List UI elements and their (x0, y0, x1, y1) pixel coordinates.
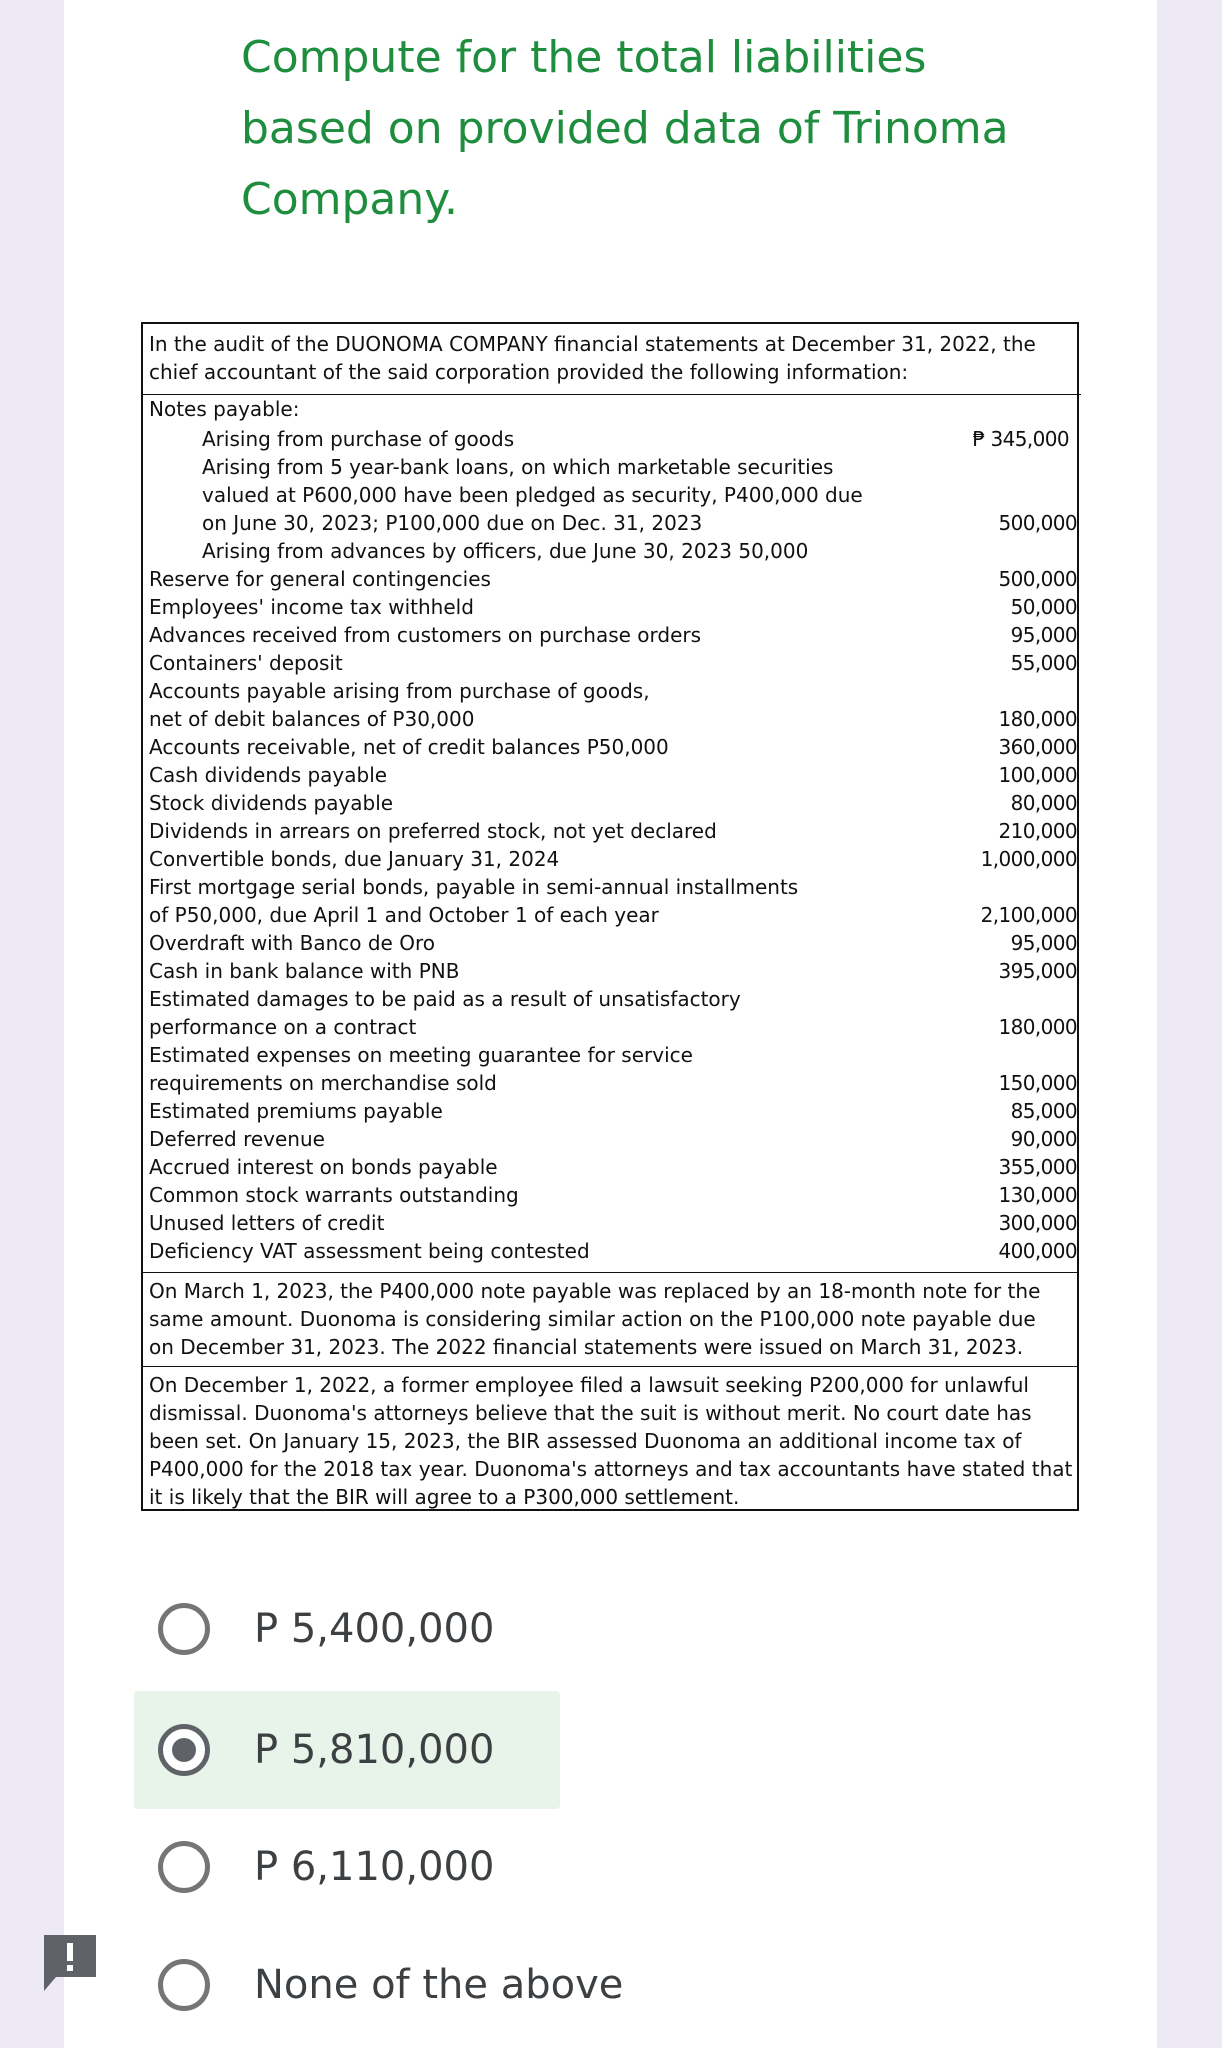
intro-line: In the audit of the DUONOMA COMPANY financial statements at December 31, 2022, the (149, 332, 1036, 356)
paragraph-line: On March 1, 2023, the P400,000 note payable was replaced by an 18-month note for the (149, 1279, 1041, 1303)
question-title-line: Compute for the total liabilities (241, 32, 927, 83)
option-b[interactable] (134, 1691, 560, 1809)
line-item-row (143, 929, 1081, 957)
line-item-amount: 355,000 (998, 1155, 1077, 1179)
line-item-label: Common stock warrants outstanding (149, 1183, 519, 1207)
option-c[interactable] (134, 1808, 560, 1926)
paragraph-line: same amount. Duonoma is considering similar action on the P100,000 note payable due (149, 1307, 1036, 1331)
line-item-row (143, 509, 1081, 537)
line-item-row (143, 453, 1081, 481)
paragraph-line: dismissal. Duonoma's attorneys believe that the suit is without merit. No court date has (149, 1401, 1032, 1425)
line-item-label: Overdraft with Banco de Oro (149, 931, 435, 955)
line-item-amount: ₱ 345,000 (972, 427, 1069, 451)
line-item-amount: 130,000 (998, 1183, 1077, 1207)
line-item-label: Arising from 5 year-bank loans, on which marketable securities (202, 455, 834, 479)
line-item-row (143, 1013, 1081, 1041)
line-item-row (143, 425, 1081, 453)
line-item-label: Accounts receivable, net of credit balances P50,000 (149, 735, 669, 759)
line-item-row (143, 901, 1081, 929)
line-item-amount: 95,000 (1010, 623, 1077, 647)
line-item-label: Estimated damages to be paid as a result of unsatisfactory (149, 987, 741, 1011)
line-item-label: Deferred revenue (149, 1127, 325, 1151)
option-label: None of the above (254, 1962, 624, 2008)
line-item-amount: 95,000 (1010, 931, 1077, 955)
line-item-amount: 360,000 (998, 735, 1077, 759)
line-item-row (143, 481, 1081, 509)
line-item-row (143, 1209, 1081, 1237)
line-item-label: performance on a contract (149, 1015, 417, 1039)
line-item-amount: 85,000 (1010, 1099, 1077, 1123)
line-item-amount: 90,000 (1010, 1127, 1077, 1151)
option-d[interactable] (134, 1926, 624, 2044)
line-item-amount: 50,000 (1010, 595, 1077, 619)
line-item-row (143, 705, 1081, 733)
line-item-label: requirements on merchandise sold (149, 1071, 497, 1095)
line-item-label: Dividends in arrears on preferred stock, not yet declared (149, 819, 717, 843)
line-item-row (143, 1069, 1081, 1097)
line-item-label: Accounts payable arising from purchase of goods, (149, 679, 650, 703)
radio-unchecked-icon[interactable] (158, 1959, 210, 2011)
line-item-amount: 80,000 (1010, 791, 1077, 815)
line-item-label: Arising from purchase of goods (202, 427, 515, 451)
line-item-label: on June 30, 2023; P100,000 due on Dec. 31, 2023 (202, 511, 703, 535)
line-item-label: Unused letters of credit (149, 1211, 385, 1235)
line-item-label: of P50,000, due April 1 and October 1 of each year (149, 903, 659, 927)
line-item-label: valued at P600,000 have been pledged as security, P400,000 due (202, 483, 863, 507)
radio-unchecked-icon[interactable] (158, 1603, 210, 1655)
radio-unchecked-icon[interactable] (158, 1841, 210, 1893)
line-items-list (143, 394, 1081, 1265)
line-item-amount: 2,100,000 (980, 903, 1077, 927)
line-item-row (143, 873, 1081, 901)
line-item-label: Estimated expenses on meeting guarantee for service (149, 1043, 693, 1067)
line-item-amount: 180,000 (998, 707, 1077, 731)
line-item-amount: 395,000 (998, 959, 1077, 983)
option-label: P 5,810,000 (254, 1727, 495, 1773)
line-item-row (143, 1237, 1081, 1265)
line-item-amount: 400,000 (998, 1239, 1077, 1263)
option-label: P 5,400,000 (254, 1606, 495, 1652)
line-item-amount: 210,000 (998, 819, 1077, 843)
exclamation-report-icon[interactable] (40, 1933, 100, 1995)
line-item-label: First mortgage serial bonds, payable in semi-annual installments (149, 875, 799, 899)
line-item-amount: 500,000 (998, 567, 1077, 591)
line-item-label: Cash in bank balance with PNB (149, 959, 460, 983)
line-item-row (143, 817, 1081, 845)
line-item-label: Containers' deposit (149, 651, 343, 675)
line-item-row (143, 1181, 1081, 1209)
line-item-label: Stock dividends payable (149, 791, 394, 815)
note-paragraph-contingencies (143, 1366, 1077, 1511)
line-item-label: net of debit balances of P30,000 (149, 707, 475, 731)
line-item-row (143, 649, 1081, 677)
option-label: P 6,110,000 (254, 1844, 495, 1890)
line-item-row (143, 957, 1081, 985)
line-item-row (143, 1153, 1081, 1181)
line-item-row (143, 1097, 1081, 1125)
line-item-label: Employees' income tax withheld (149, 595, 474, 619)
paragraph-line: On December 1, 2022, a former employee filed a lawsuit seeking P200,000 for unlawful (149, 1373, 1029, 1397)
question-title-line: Company. (241, 174, 459, 225)
line-item-row (143, 593, 1081, 621)
question-title (241, 22, 1061, 235)
line-item-label: Notes payable: (149, 397, 300, 421)
line-item-row (143, 1125, 1081, 1153)
line-item-row (143, 565, 1081, 593)
document-intro (149, 330, 1069, 386)
line-item-amount: 500,000 (998, 511, 1077, 535)
question-image-document (141, 322, 1079, 1511)
line-item-row (143, 677, 1081, 705)
radio-checked-icon[interactable] (158, 1724, 210, 1776)
line-item-amount: 1,000,000 (980, 847, 1077, 871)
line-item-amount: 150,000 (998, 1071, 1077, 1095)
line-item-amount: 100,000 (998, 763, 1077, 787)
paragraph-line: on December 31, 2023. The 2022 financial statements were issued on March 31, 2023. (149, 1335, 1024, 1359)
line-item-label: Convertible bonds, due January 31, 2024 (149, 847, 560, 871)
line-item-label: Reserve for general contingencies (149, 567, 491, 591)
line-item-row (143, 537, 1081, 565)
line-item-label: Cash dividends payable (149, 763, 388, 787)
question-title-line: based on provided data of Trinoma (241, 103, 1009, 154)
line-item-label: Accrued interest on bonds payable (149, 1155, 498, 1179)
line-item-row (143, 395, 1081, 425)
line-item-row (143, 733, 1081, 761)
option-a[interactable] (134, 1570, 560, 1688)
line-item-amount: 300,000 (998, 1211, 1077, 1235)
line-item-row (143, 985, 1081, 1013)
line-item-label: Arising from advances by officers, due June 30, 2023 50,000 (202, 539, 809, 563)
line-item-amount: 55,000 (1010, 651, 1077, 675)
line-item-row (143, 621, 1081, 649)
line-item-label: Estimated premiums payable (149, 1099, 443, 1123)
line-item-row (143, 1041, 1081, 1069)
paragraph-line: P400,000 for the 2018 tax year. Duonoma's attorneys and tax accountants have stated that (149, 1457, 1073, 1481)
line-item-label: Advances received from customers on purchase orders (149, 623, 702, 647)
line-item-label: Deficiency VAT assessment being contested (149, 1239, 590, 1263)
line-item-row (143, 845, 1081, 873)
note-paragraph-refinancing (143, 1272, 1077, 1366)
line-item-row (143, 761, 1081, 789)
line-item-row (143, 789, 1081, 817)
line-item-amount: 180,000 (998, 1015, 1077, 1039)
paragraph-line: it is likely that the BIR will agree to a P300,000 settlement. (149, 1485, 740, 1509)
paragraph-line: been set. On January 15, 2023, the BIR assessed Duonoma an additional income tax of (149, 1429, 1022, 1453)
intro-line: chief accountant of the said corporation provided the following information: (149, 360, 909, 384)
